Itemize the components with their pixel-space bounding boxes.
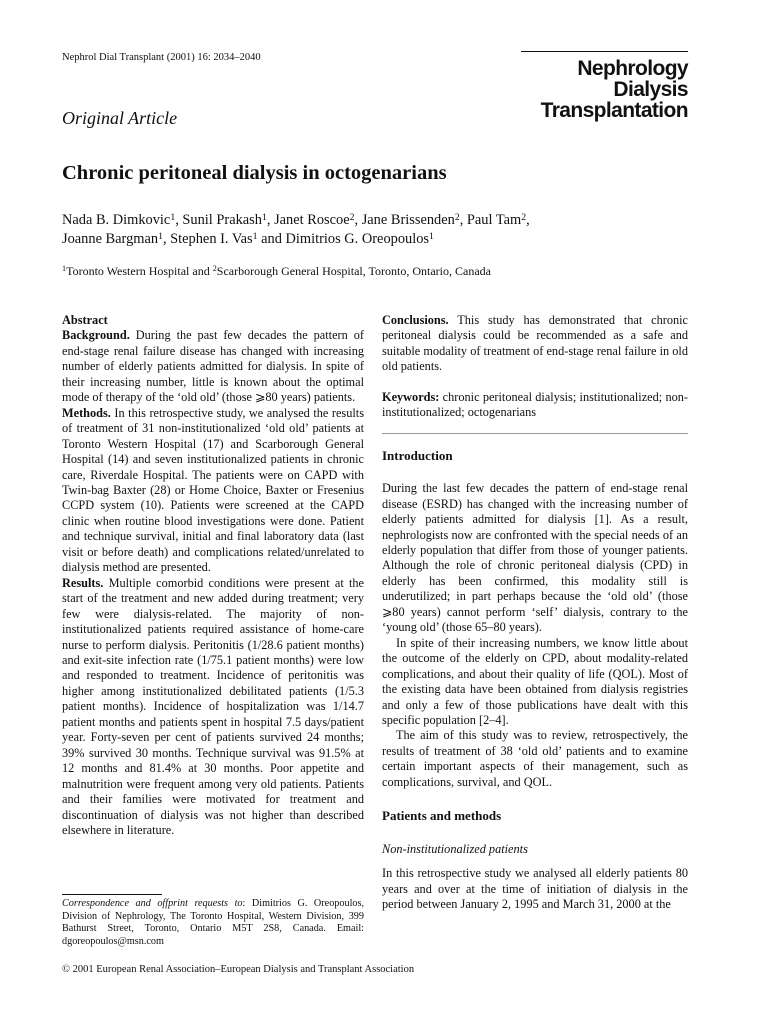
correspondence-footnote: Correspondence and offprint requests to: Dimitrios G. Oreopoulos, Division of Nephrology, The Toronto Hospital, Western Division, 399 Bathurst Street, Toronto, Ontario M5T 2S8, Canada. Email: dgoreopoulos@msn.com xyxy=(62,898,365,947)
affiliations: $^1$Toronto Western Hospital and $^2$Scarborough General Hospital, Toronto, Ontario, Canada xyxy=(62,264,491,278)
author: Joanne Bargman xyxy=(62,231,159,247)
abstract-methods: Methods. In this retrospective study, we analysed the results of treatment of 31 non-institutionalized ‘old old’ patients at Toronto Western Hospital (17) and Scarborough General Hospital (14) and seven institutionalized patients in chronic care, Riverdale Hospital. The patients were on CAPD with Twin-bag Baxter (28) or Home Choice, Baxter or Fresenius CCPD system (10). Patients were screened at the CAPD clinic when routine blood investigations were done. Patient and technique survival, initial and final laboratory data (last visit or before death) and complications related/unrelated to dialysis method are presented. xyxy=(62,405,364,575)
author-list: Nada B. Dimkovic$^1$, Sunil Prakash$^1$, Janet Roscoe$^2$, Jane Brissenden$^2$, Paul Tam$^2$, Joanne Bargman$^1$, Stephen I. Vas$^1$ and Dimitrios G. Oreopoulos$^1$ xyxy=(62,211,530,247)
introduction-paragraph: In spite of their increasing numbers, we know little about the outcome of the elderly on CPD, about modality-related complications, and about their quality of life (QOL). Most of the existing data have been obtained from dialysis registries and only a few of those publications have dealt with this specific population [2–4]. xyxy=(382,635,688,727)
copyright: © 2001 European Renal Association–European Dialysis and Transplant Association xyxy=(62,964,415,975)
journal-logo-line2: Dialysis xyxy=(613,78,688,101)
author: Sunil Prakash xyxy=(182,212,262,228)
abstract-results: Results. Multiple comorbid conditions were present at the start of the treatment and new added during treatment; very few were dialysis-related. The majority of non-institutionalized patients required assistance of home-care nurse to perform dialysis. Peritonitis (1/28.6 patient months) and exit-site infection rate (1/75.1 patient months) were low and responded to treatment. Incidence of peritonitis was higher among institutionalized debilitated patients (1/5.3 patient months). Incidence of hospitalization was 1/14.7 patient months and patients spent in hospital 7.5 days/patient year. Forty-seven per cent of patients survived 24 months; 39% survived 30 months. Technique survival was 91.5% at 12 months and 81.4% at 30 months. Poor appetite and malnutrition were frequent among very old patients. Patients and their families were motivated for treatment and discontinuation of dialysis was not higher than described elsewhere in literature. xyxy=(62,575,364,837)
journal-rule xyxy=(521,51,688,52)
journal-citation: Nephrol Dial Transplant (2001) 16: 2034–2040 xyxy=(62,52,261,63)
author: Jane Brissenden xyxy=(361,212,455,228)
introduction-paragraph: The aim of this study was to review, retrospectively, the results of treatment of 38 ‘old old’ patients and to examine certain important aspects of their management, such as complications, survival, and QOL. xyxy=(382,728,688,789)
affiliation-mark: 1 xyxy=(261,211,267,223)
methods-subheading: Non-institutionalized patients xyxy=(382,841,528,856)
affiliation-mark: 2 xyxy=(521,211,527,223)
article-title: Chronic peritoneal dialysis in octogenarians xyxy=(62,162,447,184)
methods-paragraph: In this retrospective study we analysed all elderly patients 80 years and over at the time of initiation of dialysis in the period between January 2, 1995 and March 31, 2000 at the xyxy=(382,866,688,912)
introduction-heading: Introduction xyxy=(382,447,453,463)
journal-logo xyxy=(541,58,688,121)
abstract xyxy=(62,313,364,838)
keywords: Keywords: chronic peritoneal dialysis; institutionalized; non-institutionalized; octogenarians xyxy=(382,389,688,420)
methods-heading: Patients and methods xyxy=(382,808,502,824)
abstract-heading: Abstract xyxy=(62,313,108,327)
article-type: Original Article xyxy=(62,108,178,128)
author: Dimitrios G. Oreopoulos xyxy=(285,231,430,247)
affiliation-mark: 2 xyxy=(454,211,460,223)
right-column xyxy=(382,313,688,913)
affiliation-mark: 2 xyxy=(349,211,355,223)
author: Nada B. Dimkovic xyxy=(62,212,171,228)
introduction-paragraph: During the last few decades the pattern of end-stage renal disease (ESRD) has changed with the increasing number of elderly patients admitted for dialysis [1]. As a result, nephrologists now are confronted with the special needs of an elderly population that differ from those of younger patients. Although the role of chronic peritoneal dialysis (CPD) in elderly has been confirmed, this modality still is underutilized; in part perhaps because the ‘old old’ (those ⩾80 years) cannot perform ‘self’ dialysis, contrary to the ‘young old’ (those 65–80 years). xyxy=(382,481,688,635)
author: Stephen I. Vas xyxy=(170,231,253,247)
affiliation-mark: 1 xyxy=(252,230,258,242)
abstract-divider xyxy=(382,433,688,434)
author: Paul Tam xyxy=(466,212,522,228)
journal-logo-line1: Nephrology xyxy=(577,57,688,80)
journal-logo-line3: Transplantation xyxy=(540,99,688,122)
affiliation-mark: 1 xyxy=(429,230,434,242)
abstract-background: Background. During the past few decades the pattern of end-stage renal failure disease has changed with increasing number of elderly patients admitted for dialysis. In spite of their increasing number, little is known about the optimal mode of therapy of the ‘old old’ (those ⩾80 years) patients. xyxy=(62,328,364,405)
abstract-conclusions: Conclusions. This study has demonstrated that chronic peritoneal dialysis could be recommended as a safe and suitable modality of treatment of end-stage renal failure in old old patients. xyxy=(382,313,688,374)
author: Janet Roscoe xyxy=(274,212,350,228)
affiliation-mark: 1 xyxy=(158,230,163,242)
affiliation-mark: 1 xyxy=(170,211,176,223)
footnote-rule xyxy=(62,894,162,895)
